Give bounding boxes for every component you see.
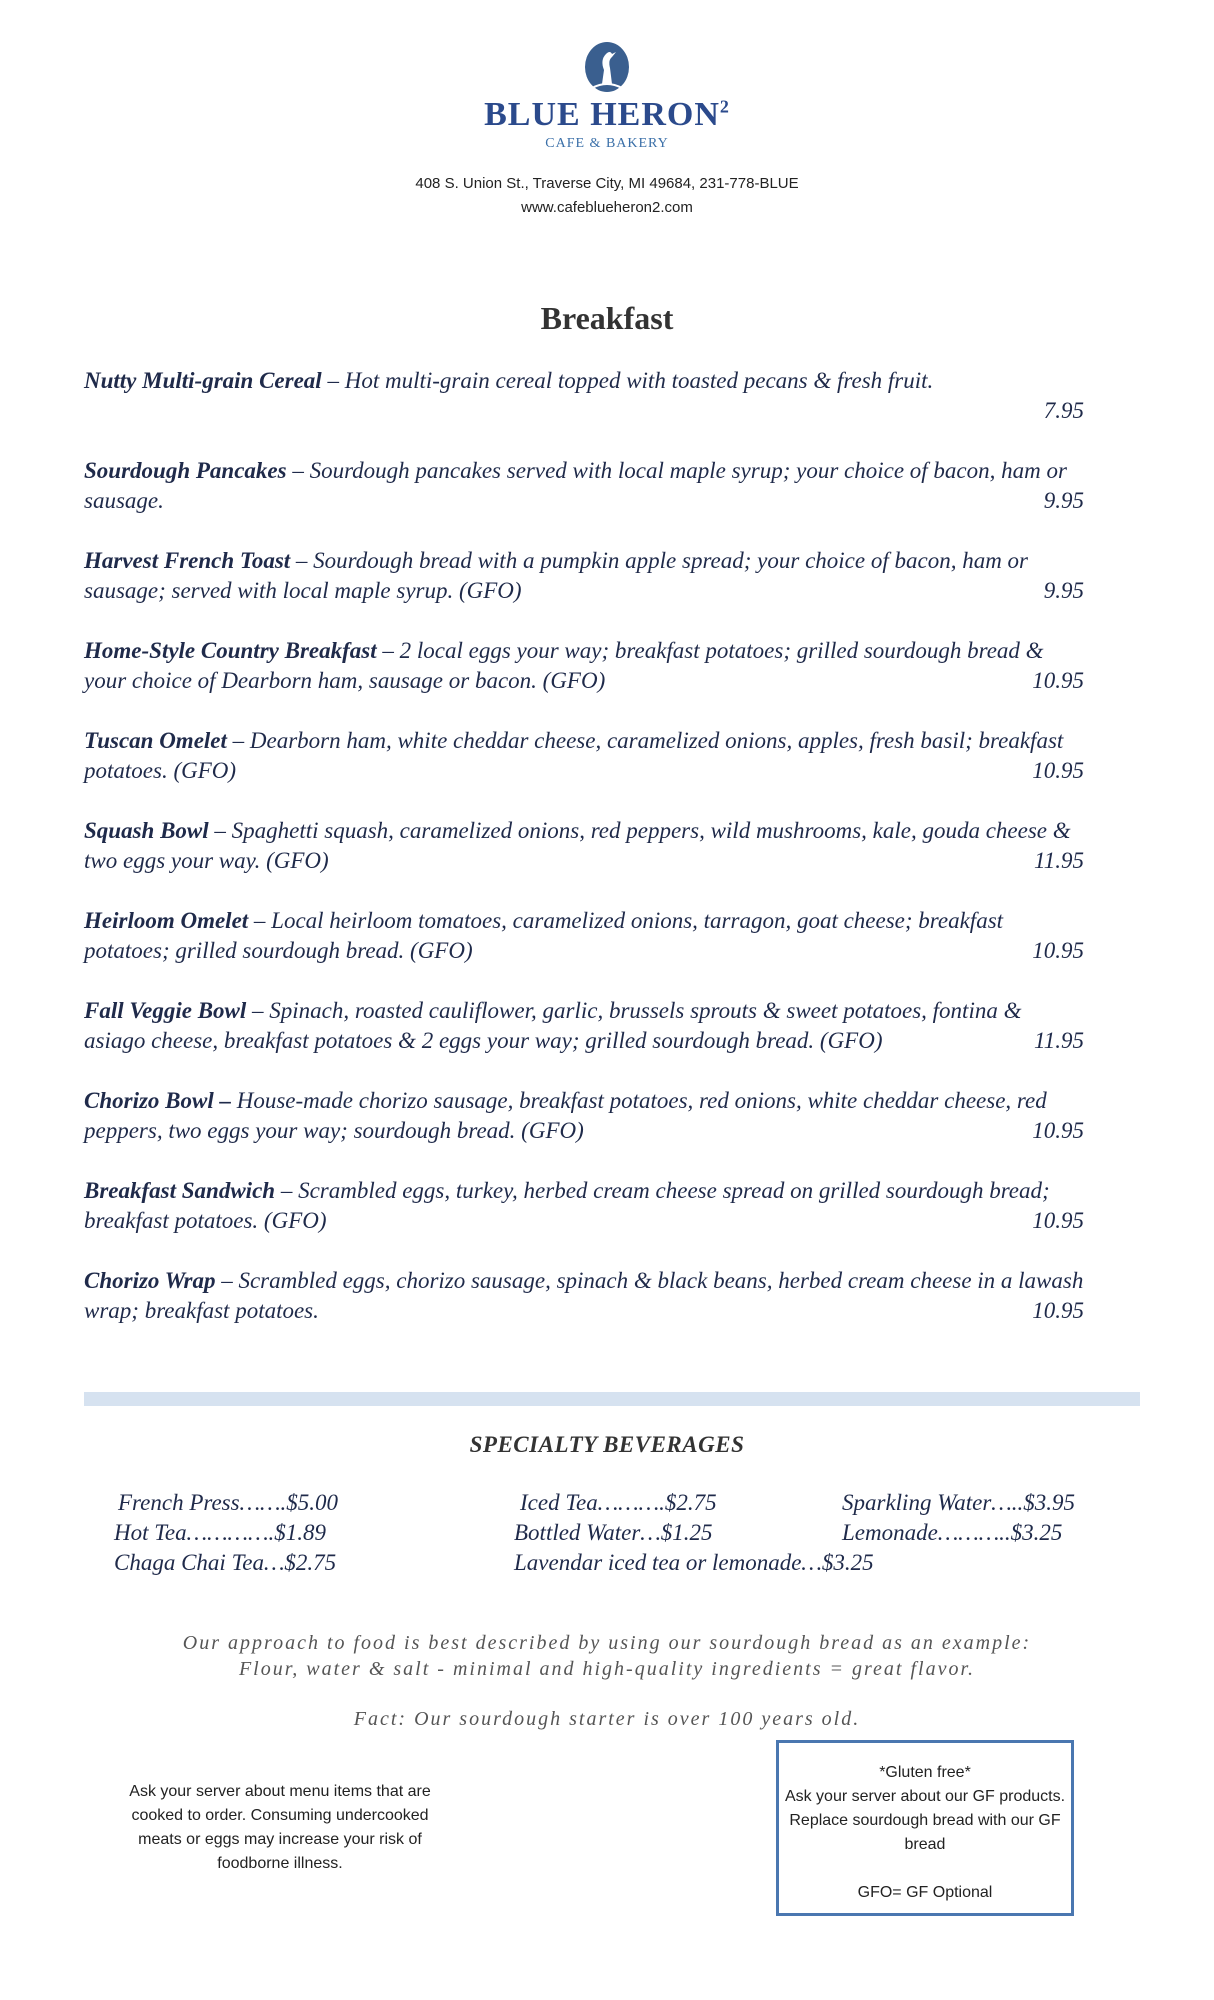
beverage-item: Sparkling Water…..$3.95	[842, 1490, 1075, 1515]
section-title: Breakfast	[540, 300, 674, 336]
menu-item: Chorizo Bowl – House-made chorizo sausage, breakfast potatoes, red onions, white cheddar cheese, red peppers, two eggs your way; sourdough bread. (GFO) 10.95	[84, 1086, 1084, 1146]
beverage-item: Hot Tea………….$1.89	[114, 1520, 326, 1545]
breakfast-menu	[84, 366, 1124, 1356]
menu-item: Fall Veggie Bowl – Spinach, roasted cauliflower, garlic, brussels sprouts & sweet potatoes, fontina & asiago cheese, breakfast potatoes & 2 eggs your way; grilled sourdough bread. (GFO) 11.95	[84, 996, 1084, 1056]
item-price: 9.95	[1043, 488, 1084, 513]
item-price: 10.95	[1032, 1208, 1084, 1233]
gf-legend: GFO= GF Optional	[857, 1884, 993, 1901]
item-price: 10.95	[1032, 1298, 1084, 1323]
beverage-item: Bottled Water…$1.25	[514, 1520, 713, 1545]
food-safety-notice: Ask your server about menu items that are cooked to order. Consuming undercooked meats or eggs may increase your risk of foodborne illness.	[129, 1783, 431, 1872]
beverage-item: Iced Tea……….$2.75	[520, 1490, 717, 1515]
menu-item: Tuscan Omelet – Dearborn ham, white cheddar cheese, caramelized onions, apples, fresh basil; breakfast potatoes. (GFO) 10.95	[84, 726, 1084, 786]
brand-subtitle: CAFE & BAKERY	[545, 136, 669, 151]
menu-item: Chorizo Wrap – Scrambled eggs, chorizo sausage, spinach & black beans, herbed cream cheese in a lawash wrap; breakfast potatoes. 10.95	[84, 1266, 1084, 1326]
menu-item: Breakfast Sandwich – Scrambled eggs, turkey, herbed cream cheese spread on grilled sourdough bread; breakfast potatoes. (GFO) 10.95	[84, 1176, 1084, 1236]
beverage-item: Lavendar iced tea or lemonade…$3.25	[514, 1550, 874, 1575]
menu-item: Home-Style Country Breakfast – 2 local eggs your way; breakfast potatoes; grilled sourdough bread & your choice of Dearborn ham, sausage or bacon. (GFO) 10.95	[84, 636, 1084, 696]
gf-title: *Gluten free*	[879, 1764, 971, 1781]
philosophy-text: Our approach to food is best described by using our sourdough bread as an example: Flour, water & salt - minimal and high-quality ingredients = great flavor.	[182, 1632, 1032, 1680]
beverage-item: Lemonade………..$3.25	[842, 1520, 1063, 1545]
beverage-item: Chaga Chai Tea…$2.75	[114, 1550, 337, 1575]
heron-logo	[0, 40, 1214, 94]
fact-text: Fact: Our sourdough starter is over 100 years old.	[353, 1708, 861, 1730]
menu-item: Heirloom Omelet – Local heirloom tomatoes, caramelized onions, tarragon, goat cheese; breakfast potatoes; grilled sourdough bread. (GFO) 10.95	[84, 906, 1084, 966]
address-line: 408 S. Union St., Traverse City, MI 49684, 231-778-BLUE	[415, 175, 799, 192]
website-link[interactable]: www.cafeblueheron2.com	[521, 199, 693, 216]
item-price: 11.95	[1033, 1028, 1084, 1053]
heron-icon	[582, 40, 632, 94]
menu-item: Sourdough Pancakes – Sourdough pancakes served with local maple syrup; your choice of bacon, ham or sausage. 9.95	[84, 456, 1084, 516]
gluten-free-box	[776, 1740, 1074, 1916]
item-price: 7.95	[1043, 398, 1084, 423]
section-divider	[84, 1392, 1140, 1406]
menu-item: Squash Bowl – Spaghetti squash, caramelized onions, red peppers, wild mushrooms, kale, gouda cheese & two eggs your way. (GFO) 11.95	[84, 816, 1084, 876]
beverages-title: SPECIALTY BEVERAGES	[469, 1432, 745, 1457]
item-price: 10.95	[1032, 668, 1084, 693]
menu-item: Harvest French Toast – Sourdough bread with a pumpkin apple spread; your choice of bacon, ham or sausage; served with local maple syrup. (GFO) 9.95	[84, 546, 1084, 606]
item-price: 9.95	[1043, 578, 1084, 603]
brand-name: BLUE HERON$^2$	[484, 96, 730, 133]
beverage-item: French Press…….$5.00	[118, 1490, 338, 1515]
gf-body: Ask your server about our GF products. Replace sourdough bread with our GF bread	[784, 1788, 1066, 1853]
item-price: 11.95	[1033, 848, 1084, 873]
item-price: 10.95	[1032, 938, 1084, 963]
item-price: 10.95	[1032, 758, 1084, 783]
contact-info	[0, 172, 1214, 220]
menu-item: Nutty Multi-grain Cereal – Hot multi-grain cereal topped with toasted pecans & fresh fruit. 7.95	[84, 366, 1084, 396]
item-price: 10.95	[1032, 1118, 1084, 1143]
